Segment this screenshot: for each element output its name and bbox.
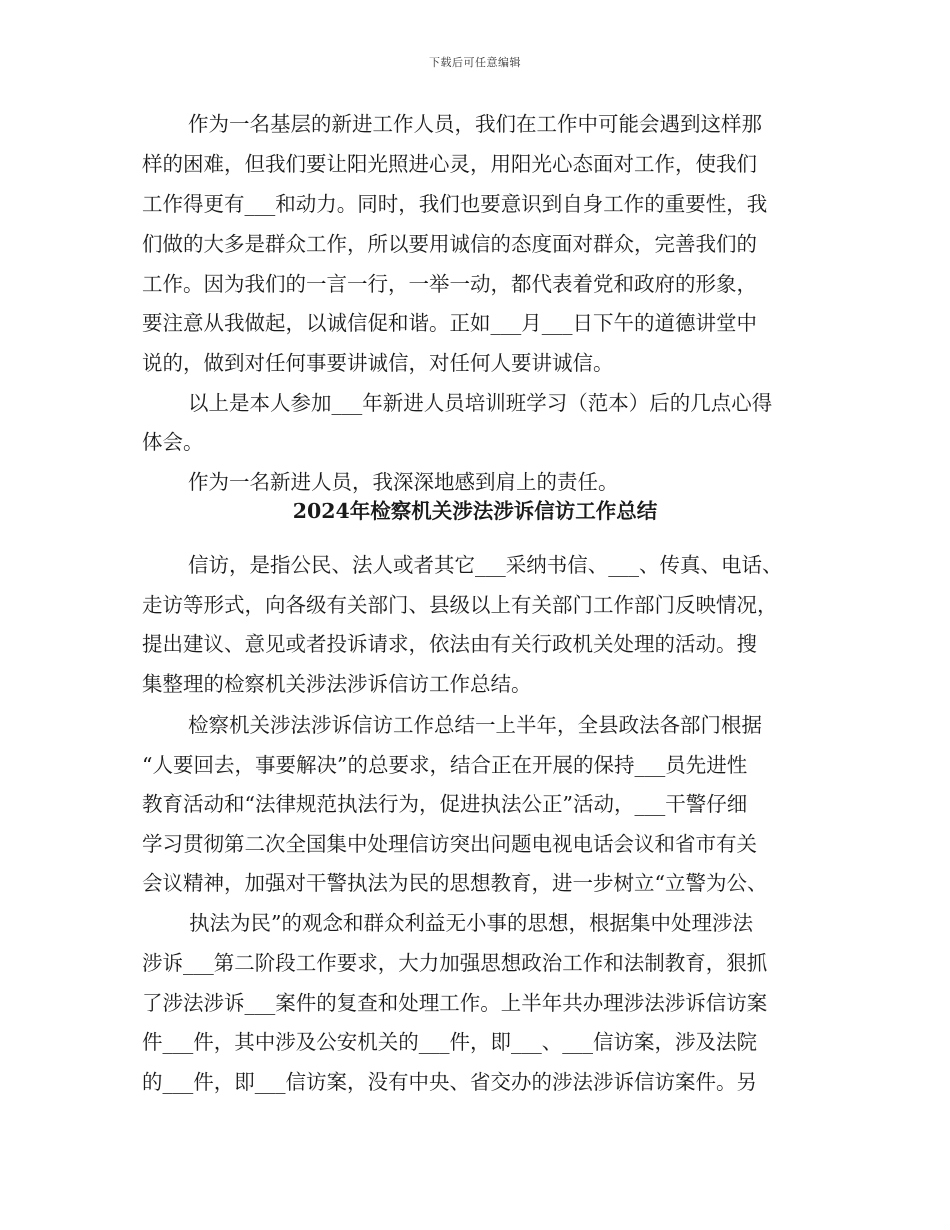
- paragraph-line: “人要回去，事要解决”的总要求，结合正在开展的保持___员先进性: [142, 753, 748, 777]
- paragraph-line: 集整理的检察机关涉法涉诉信访工作总结。: [142, 672, 532, 696]
- paragraph-line: 们做的大多是群众工作，所以要用诚信的态度面对群众，完善我们的: [142, 232, 757, 256]
- paragraph-line: 提出建议、意见或者投诉请求，依法由有关行政机关处理的活动。搜: [142, 632, 757, 656]
- paragraph-line: 执法为民”的观念和群众利益无小事的思想，根据集中处理涉法: [189, 911, 753, 935]
- paragraph-line: 作为一名新进人员，我深深地感到肩上的责任。: [188, 470, 619, 494]
- paragraph-line: 的___件，即___信访案，没有中央、省交办的涉法涉诉信访案件。另: [142, 1070, 757, 1094]
- section-title: 2024年检察机关涉法涉诉信访工作总结: [292, 499, 658, 523]
- page-header: 下载后可任意编辑: [429, 56, 521, 69]
- paragraph-line: 说的，做到对任何事要讲诚信，对任何人要讲诚信。: [142, 351, 614, 375]
- paragraph-line: 要注意从我做起，以诚信促和谐。正如___月___日下午的道德讲堂中: [142, 311, 757, 335]
- paragraph-line: 工作。因为我们的一言一行，一举一动，都代表着党和政府的形象，: [142, 272, 757, 296]
- paragraph-line: 走访等形式，向各级有关部门、县级以上有关部门工作部门反映情况，: [142, 593, 778, 617]
- paragraph-line: 涉诉___第二阶段工作要求，大力加强思想政治工作和法制教育，狠抓: [142, 951, 768, 975]
- paragraph-line: 体会。: [142, 430, 204, 454]
- paragraph-line: 学习贯彻第二次全国集中处理信访突出问题电视电话会议和省市有关: [142, 832, 757, 856]
- paragraph-line: 以上是本人参加___年新进人员培训班学习（范本）后的几点心得: [188, 391, 773, 415]
- paragraph-line: 教育活动和“法律规范执法行为，促进执法公正”活动，___干警仔细: [142, 792, 748, 816]
- paragraph-line: 作为一名基层的新进工作人员，我们在工作中可能会遇到这样那: [188, 112, 762, 136]
- paragraph-line: 检察机关涉法涉诉信访工作总结一上半年，全县政法各部门根据: [188, 713, 762, 737]
- paragraph-line: 工作得更有___和动力。同时，我们也要意识到自身工作的重要性，我: [142, 192, 768, 216]
- paragraph-line: 样的困难，但我们要让阳光照进心灵，用阳光心态面对工作，使我们: [142, 152, 757, 176]
- paragraph-line: 会议精神，加强对干警执法为民的思想教育，进一步树立“立警为公、: [142, 871, 768, 895]
- paragraph-line: 了涉法涉诉___案件的复查和处理工作。上半年共办理涉法涉诉信访案: [142, 991, 768, 1015]
- paragraph-line: 件___件，其中涉及公安机关的___件，即___、___信访案，涉及法院: [142, 1030, 757, 1054]
- paragraph-line: 信访，是指公民、法人或者其它___采纳书信、___、传真、电话、: [188, 553, 783, 577]
